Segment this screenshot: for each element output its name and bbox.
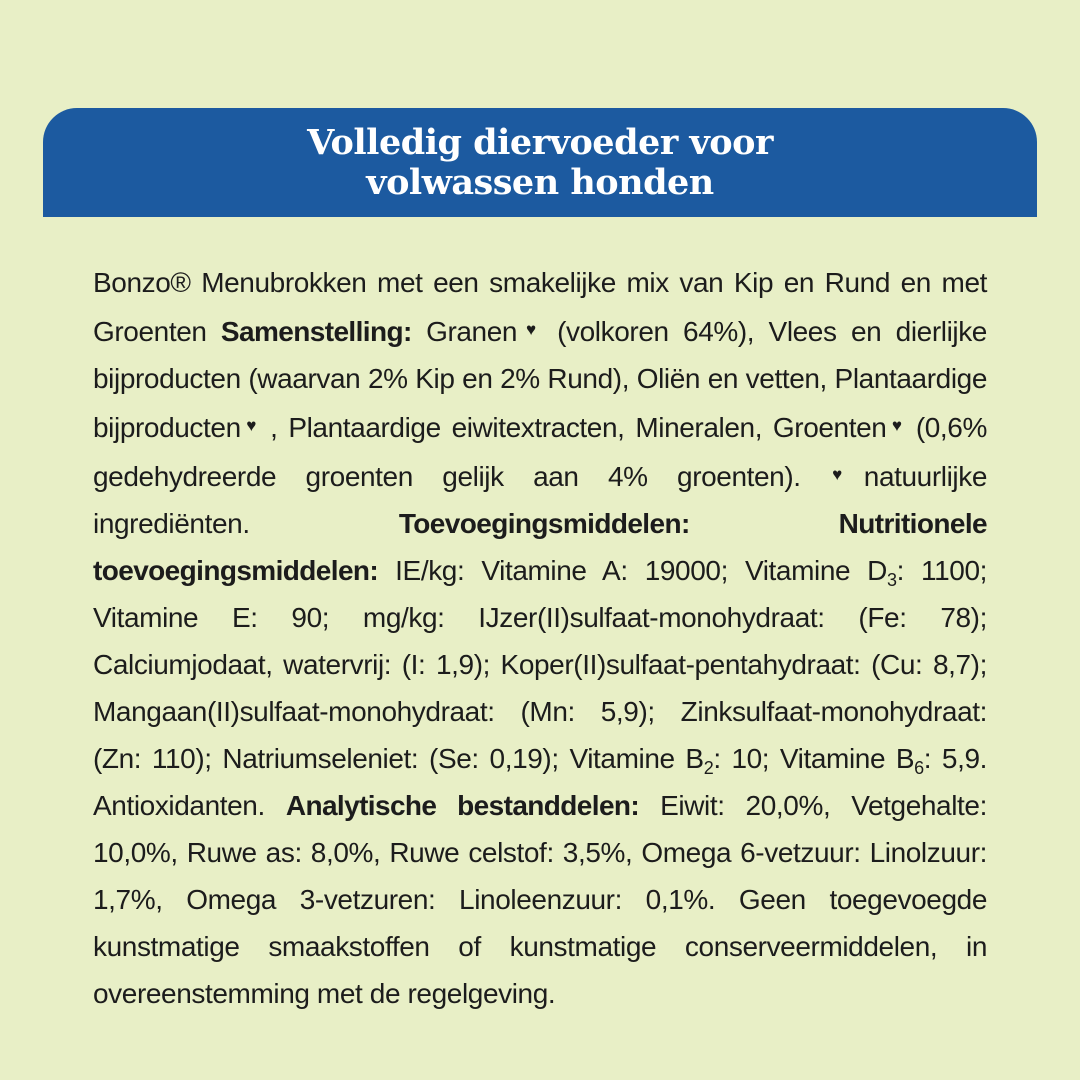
composition-part-1: Granen xyxy=(426,316,518,347)
composition-part-4: (0,6% gedehydreerde groenten gelijk aan 4% groenten). xyxy=(93,412,987,492)
additives-heading: Toevoegingsmiddelen: Nutritionele toevoegingsmiddelen: xyxy=(93,508,987,586)
subscript-6: 6 xyxy=(914,758,924,778)
header-banner xyxy=(43,108,1037,217)
subscript-2: 2 xyxy=(703,758,714,778)
analytic-text: Eiwit: 20,0%, Vetgehalte: 10,0%, Ruwe as: 8,0%, Ruwe celstof: 3,5%, Omega 6-vetzuur: Linolzuur: 1,7%, Omega 3-vetzuren: Linoleenzuur: 0,1%. Geen toegevoegde kunstmatige smaakstoffen of kunstmatige conserveermiddelen, in overeenstemming met de regelgeving. xyxy=(93,790,987,1009)
banner-title: Volledig diervoeder voor volwassen honden xyxy=(307,121,773,203)
composition-part-3: , Plantaardige eiwitextracten, Mineralen, Groenten xyxy=(270,412,887,443)
composition-heading: Samenstelling: xyxy=(220,316,412,347)
heart-icon: ♥ xyxy=(832,465,864,484)
additives-part-2: : 1100; Vitamine E: 90; mg/kg: IJzer(II)sulfaat-monohydraat: (Fe: 78); Calciumjodaat, watervrij: (I: 1,9); Koper(II)sulfaat-pentahydraat: (Cu: 8,7); Mangaan(II)sulfaat-monohydraat: (Mn: 5,9); Zinksulfaat-monohydraat: (Zn: 110); Natriumseleniet: (Se: 0,19); Vitamine B xyxy=(93,555,988,774)
composition-part-5: natuurlijke ingrediënten. xyxy=(93,461,987,539)
ingredients-text xyxy=(93,259,987,1017)
heart-icon: ♥ xyxy=(888,416,905,435)
heart-icon: ♥ xyxy=(242,416,260,435)
subscript-3: 3 xyxy=(887,570,897,590)
additives-part-1: IE/kg: Vitamine A: 19000; Vitamine D xyxy=(395,555,888,586)
heart-icon: ♥ xyxy=(519,320,543,339)
additives-part-4: : 5,9. Antioxidanten. xyxy=(93,743,987,821)
intro-text: Bonzo® Menubrokken met een smakelijke mix van Kip en Rund en met Groenten xyxy=(93,267,987,347)
additives-part-3: : 10; Vitamine B xyxy=(713,743,915,774)
analytic-heading: Analytische bestanddelen: xyxy=(285,790,640,821)
composition-part-2: (volkoren 64%), Vlees en dierlijke bijproducten (waarvan 2% Kip en 2% Rund), Oliën en vetten, Plantaardige bijproducten xyxy=(93,316,987,443)
